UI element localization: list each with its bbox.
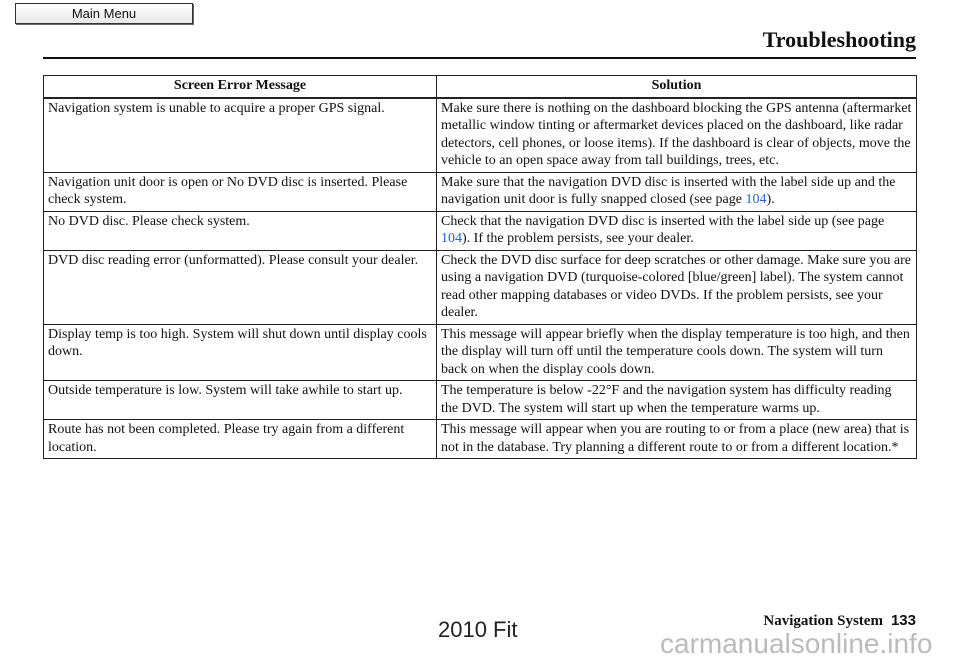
table-row	[44, 250, 917, 324]
solution-cell	[437, 381, 917, 420]
error-message-cell: No DVD disc. Please check system.	[44, 211, 437, 250]
troubleshooting-table	[43, 75, 917, 459]
section-name: Navigation System	[763, 613, 883, 629]
solution-cell	[437, 250, 917, 324]
solution-text: This message will appear briefly when the display temperature is too high, and then the display will turn off until the temperature cools down. The system will turn back on when the display cools down.	[441, 326, 910, 377]
title-divider	[43, 57, 916, 59]
error-message-cell: Navigation unit door is open or No DVD disc is inserted. Please check system.	[44, 172, 437, 211]
error-message-cell: DVD disc reading error (unformatted). Please consult your dealer.	[44, 250, 437, 324]
table-row	[44, 211, 917, 250]
table-row	[44, 381, 917, 420]
solution-text: Make sure there is nothing on the dashboard blocking the GPS antenna (aftermarket metallic window tinting or aftermarket devices placed on the dashboard, like radar detectors, cell phones, or loose items). If the dashboard is clear of objects, move the vehicle to an open space away from tall buildings, trees, etc.	[441, 100, 912, 168]
solution-text: This message will appear when you are routing to or from a place (new area) that is not in the database. Try planning a different route to or from a different location.*	[441, 422, 910, 455]
error-message-cell: Outside temperature is low. System will take awhile to start up.	[44, 381, 437, 420]
error-message-cell: Display temp is too high. System will shut down until display cools down.	[44, 324, 437, 381]
table-row	[44, 98, 917, 173]
header-solution: Solution	[437, 76, 917, 98]
error-message-cell: Route has not been completed. Please try again from a different location.	[44, 420, 437, 459]
solution-text: The temperature is below -22°F and the navigation system has difficulty reading the DVD. The system will start up when the temperature warms up.	[441, 383, 892, 416]
solution-cell	[437, 211, 917, 250]
model-label: 2010 Fit	[438, 617, 518, 642]
solution-text-end: ).	[766, 192, 775, 207]
solution-cell	[437, 420, 917, 459]
page-title: Troubleshooting	[762, 27, 916, 52]
header-error-message: Screen Error Message	[44, 76, 437, 98]
solution-cell	[437, 98, 917, 173]
solution-text: Check the DVD disc surface for deep scratches or other damage. Make sure you are using a navigation DVD (turquoise-colored [blue/green] label). The system cannot read other mapping databases or video DVDs. If the problem persists, see your dealer.	[441, 252, 911, 320]
main-menu-button[interactable]: Main Menu	[15, 3, 193, 24]
error-message-cell: Navigation system is unable to acquire a proper GPS signal.	[44, 98, 437, 173]
solution-cell	[437, 324, 917, 381]
table-row	[44, 420, 917, 459]
table-row	[44, 324, 917, 381]
page-link[interactable]: 104	[441, 231, 462, 246]
solution-text: Check that the navigation DVD disc is inserted with the label side up (see page	[441, 213, 885, 229]
table-row	[44, 172, 917, 211]
page-link[interactable]: 104	[745, 192, 767, 207]
solution-cell	[437, 172, 917, 211]
solution-text: Make sure that the navigation DVD disc is inserted with the label side up and the navigation unit door is fully snapped closed (see page	[441, 174, 896, 207]
solution-text-end: ). If the problem persists, see your dealer.	[462, 231, 694, 246]
page-number: 133	[890, 612, 916, 629]
watermark: carmanualsonline.info	[660, 628, 933, 659]
